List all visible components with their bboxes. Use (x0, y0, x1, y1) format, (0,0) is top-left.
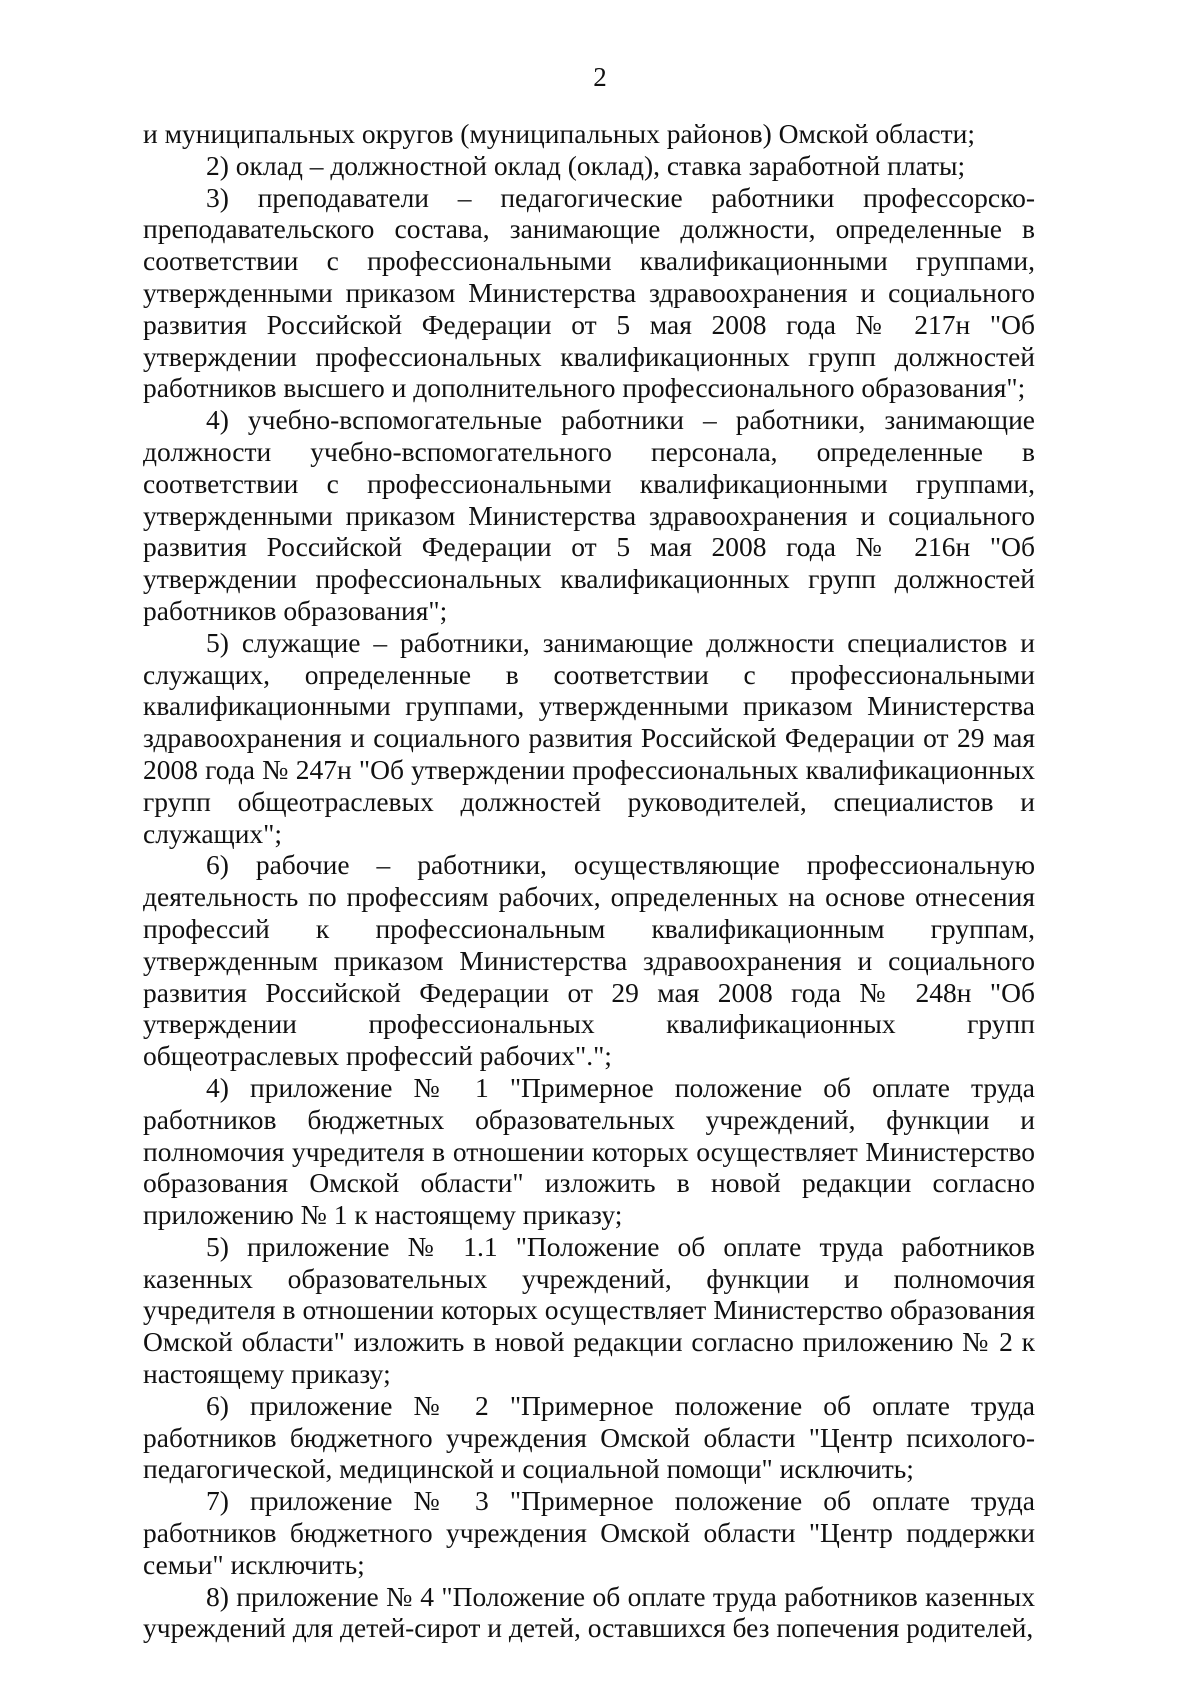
paragraph-appendix-1-1: 5) приложение № 1.1 "Положение об оплате труда работников казенных образовательных учреждений, функции и полномочия учредителя в отношении которых осуществляет Министерство образования Омской области" изложить в новой редакции согласно приложению № 2 к настоящему приказу; (143, 1230, 1035, 1390)
page-number: 2 (593, 62, 607, 92)
paragraph-continuation: и муниципальных округов (муниципальных районов) Омской области; (143, 118, 975, 149)
paragraph-definition-support-staff: 4) учебно-вспомогательные работники – работники, занимающие должности учебно-вспомогательного персонала, определенные в соответствии с профессиональными квалификационными группами, утвержденными приказом Министерства здравоохранения и социального развития Российской Федерации от 5 мая 2008 года № 216н "Об утверждении профессиональных квалификационных групп должностей работников образования"; (143, 404, 1035, 626)
paragraph-appendix-4: 8) приложение № 4 "Положение об оплате труда работников казенных учреждений для детей-сирот и детей, оставшихся без попечения родителей, (143, 1580, 1035, 1644)
paragraph-appendix-1: 4) приложение № 1 "Примерное положение об оплате труда работников бюджетных образовательных учреждений, функции и полномочия учредителя в отношении которых осуществляет Министерство образования Омской области" изложить в новой редакции согласно приложению № 1 к настоящему приказу; (143, 1071, 1035, 1231)
paragraph-definition-salary: 2) оклад – должностной оклад (оклад), ставка заработной платы; (206, 149, 966, 181)
paragraph-appendix-3: 7) приложение № 3 "Примерное положение об оплате труда работников бюджетного учреждения Омской области "Центр поддержки семьи" исключить; (143, 1485, 1035, 1580)
paragraph-appendix-2: 6) приложение № 2 "Примерное положение об оплате труда работников бюджетного учреждения Омской области "Центр психолого-педагогической, медицинской и социальной помощи" исключить; (143, 1389, 1035, 1485)
paragraph-definition-workers: 6) рабочие – работники, осуществляющие профессиональную деятельность по профессиям рабочих, определенных на основе отнесения профессий к профессиональным квалификационным группам, утвержденным приказом Министерства здравоохранения и социального развития Российской Федерации от 29 мая 2008 года № 248н "Об утверждении профессиональных квалификационных групп общеотраслевых профессий рабочих"."; (143, 849, 1035, 1072)
paragraph-definition-teachers: 3) преподаватели – педагогические работники профессорско-преподавательского состава, занимающие должности, определенные в соответствии с профессиональными квалификационными группами, утвержденными приказом Министерства здравоохранения и социального развития Российской Федерации от 5 мая 2008 года № 217н "Об утверждении профессиональных квалификационных групп должностей работников высшего и дополнительного профессионального образования"; (143, 181, 1035, 404)
paragraph-definition-employees: 5) служащие – работники, занимающие должности специалистов и служащих, определенные в соответствии с профессиональными квалификационными группами, утвержденными приказом Министерства здравоохранения и социального развития Российской Федерации от 29 мая 2008 года № 247н "Об утверждении профессиональных квалификационных групп общеотраслевых должностей руководителей, специалистов и служащих"; (143, 626, 1035, 849)
document-body (143, 118, 1035, 1644)
